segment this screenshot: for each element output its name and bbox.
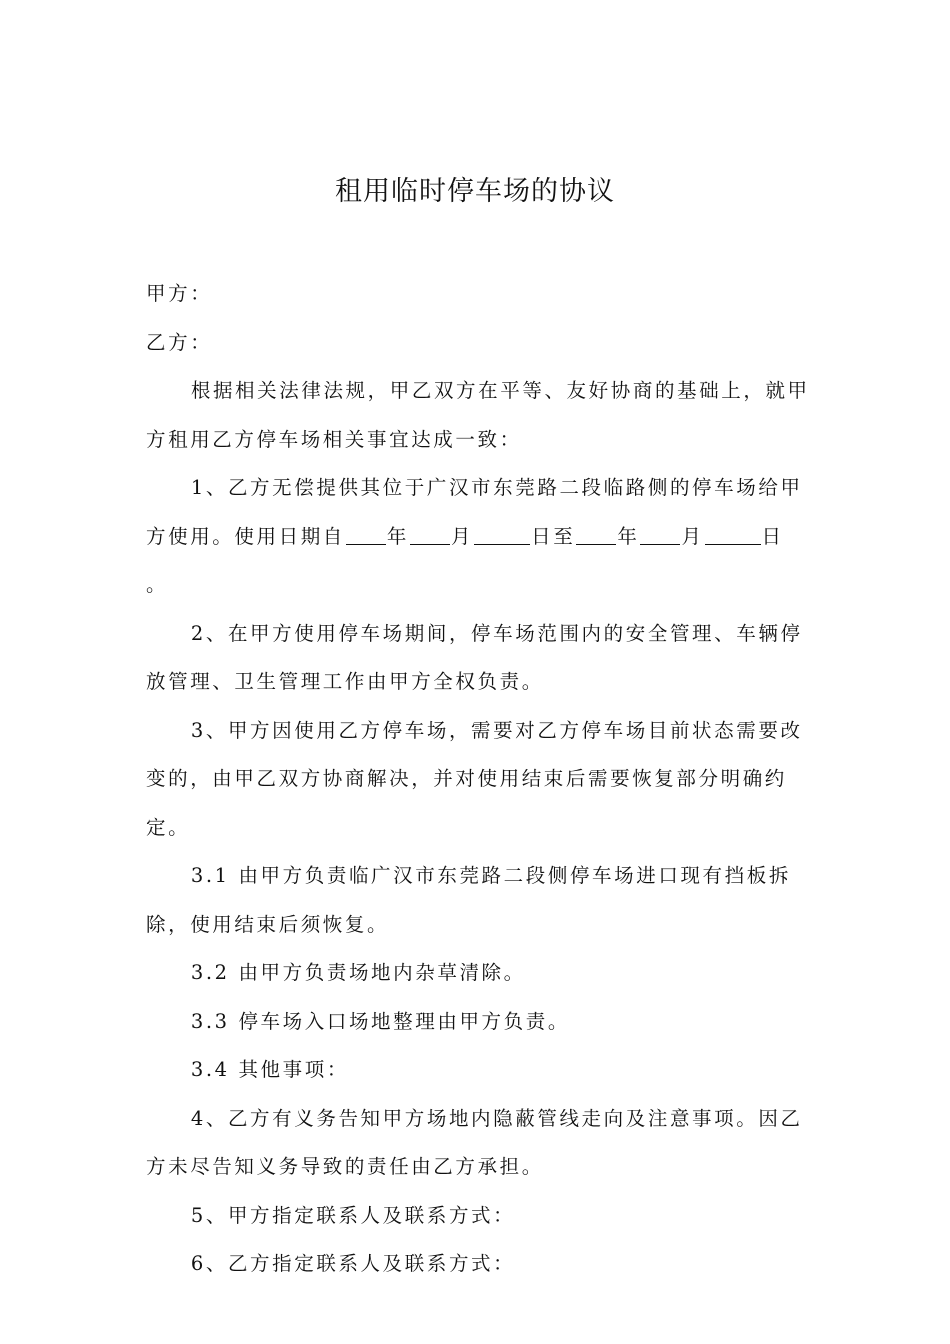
day-blank-1 — [474, 525, 530, 546]
clause-3-1: 3.1 由甲方负责临广汉市东莞路二段侧停车场进口现有挡板拆除，使用结束后须恢复。 — [146, 864, 791, 936]
document-title: 租用临时停车场的协议 — [335, 176, 615, 207]
clause-1-day1: 日至 — [531, 524, 576, 548]
clause-3-3: 3.3 停车场入口场地整理由甲方负责。 — [190, 1009, 570, 1033]
year-blank-2 — [576, 525, 616, 546]
year-blank-1 — [346, 525, 386, 546]
document-body — [146, 270, 811, 1289]
clause-3-4: 3.4 其他事项： — [190, 1058, 349, 1081]
preamble-paragraph: 根据相关法律法规，甲乙双方在平等、友好协商的基础上，就甲方租用乙方停车场相关事宜达成一致： — [146, 379, 810, 451]
clause-1-month1: 月 — [451, 524, 474, 548]
clause-1-day2: 日 。 — [146, 524, 784, 596]
month-blank-2 — [640, 525, 680, 546]
clause-1 — [146, 464, 811, 610]
clause-6: 6、乙方指定联系人及联系方式： — [190, 1252, 516, 1275]
clause-2: 2、在甲方使用停车场期间，停车场范围内的安全管理、车辆停放管理、卫生管理工作由甲方全权负责。 — [146, 621, 803, 693]
clause-4: 4、乙方有义务告知甲方场地内隐蔽管线走向及注意事项。因乙方未尽告知义务导致的责任由乙方承担。 — [146, 1106, 803, 1178]
clause-1-lead: 1、乙方无偿提供其位于广汉市东莞路二段临路侧的停车场给甲方使用。使用日期自 — [146, 476, 803, 548]
clause-1-year2: 年 — [617, 524, 640, 548]
party-a-line: 甲方： — [146, 282, 213, 305]
clause-3: 3、甲方因使用乙方停车场，需要对乙方停车场目前状态需要改变的，由甲乙双方协商解决，并对使用结束后需要恢复部分明确约定。 — [146, 718, 803, 839]
clause-3-2: 3.2 由甲方负责场地内杂草清除。 — [190, 961, 526, 984]
month-blank-1 — [410, 525, 450, 546]
clause-5: 5、甲方指定联系人及联系方式： — [190, 1203, 516, 1227]
clause-1-year1: 年 — [386, 524, 410, 548]
day-blank-2 — [705, 525, 761, 546]
clause-1-month2: 月 — [681, 524, 704, 548]
party-b-line: 乙方： — [146, 330, 213, 354]
